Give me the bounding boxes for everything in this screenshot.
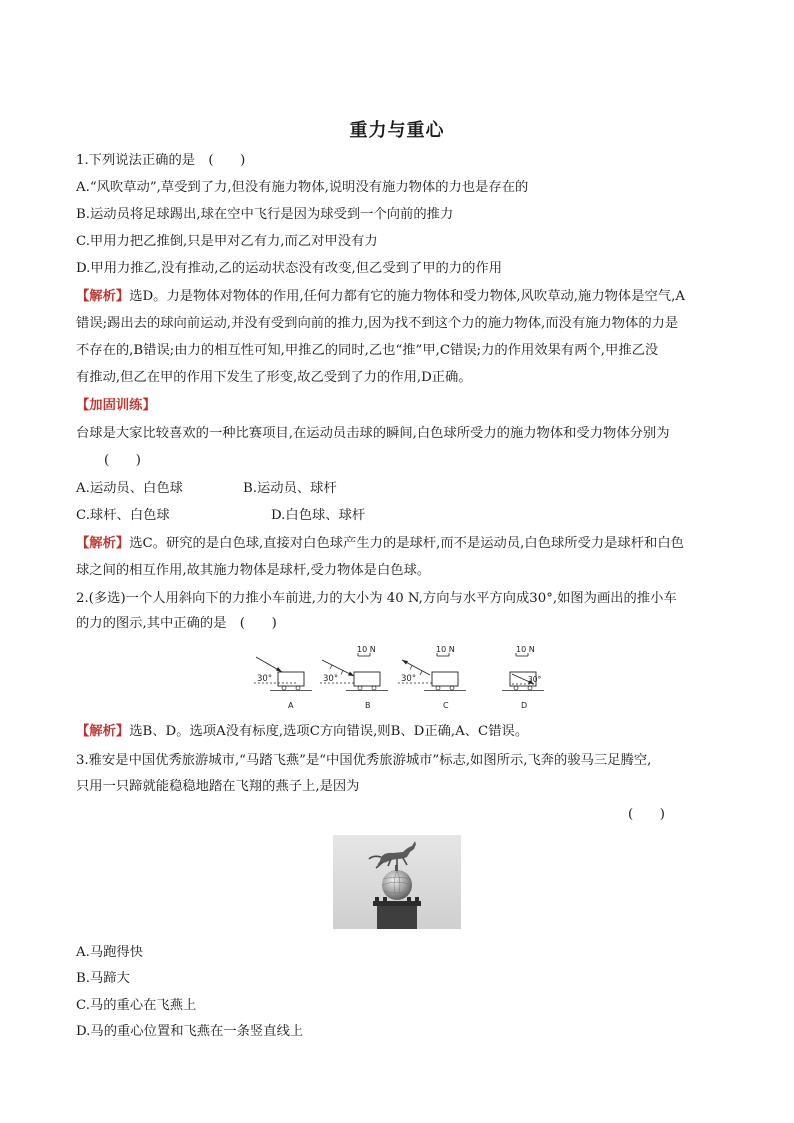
q1-option-d: D.甲用力推乙,没有推动,乙的运动状态没有改变,但乙受到了甲的力的作用 — [76, 261, 502, 276]
panel-c-angle-label: 30° — [401, 674, 417, 684]
practice-answer-paren: ( ) — [104, 453, 141, 468]
q3-option-c: C.马的重心在飞燕上 — [76, 998, 197, 1013]
analysis-tag: 【解析】 — [76, 536, 130, 551]
q1-analysis-line-1: 【解析】选D。力是物体对物体的作用,任何力都有它的施力物体和受力物体,风吹草动,施力物体是空气,A — [76, 289, 685, 304]
practice-tag: 【加固训练】 — [76, 398, 156, 413]
q2-stem-line-2: 的力的图示,其中正确的是 ( ) — [76, 616, 277, 631]
q1-option-c: C.甲用力把乙推倒,只是甲对乙有力,而乙对甲没有力 — [76, 234, 378, 249]
panel-d — [502, 645, 544, 710]
page-title: 重力与重心 — [349, 120, 445, 141]
horse-statue-photo — [333, 835, 461, 929]
panel-b — [320, 645, 388, 710]
panel-a-letter: A — [288, 701, 294, 710]
panel-b-angle-label: 30° — [323, 674, 339, 684]
practice-option-d: D.白色球、球杆 — [271, 508, 366, 523]
panel-d-letter: D — [521, 701, 528, 710]
q3-option-b: B.马蹄大 — [76, 971, 130, 986]
q3-answer-paren: ( ) — [628, 807, 665, 822]
panel-d-scale-label: 10 N — [516, 645, 535, 654]
panel-d-angle-label: 30° — [528, 675, 542, 684]
q3-option-d: D.马的重心位置和飞燕在一条竖直线上 — [76, 1024, 304, 1039]
panel-b-letter: B — [365, 701, 371, 710]
panel-a — [254, 657, 312, 710]
practice-option-b: B.运动员、球杆 — [243, 481, 337, 496]
practice-option-a: A.运动员、白色球 — [76, 481, 183, 496]
q1-analysis-line-2: 错误;踢出去的球向前运动,并没有受到向前的推力,因为找不到这个力的施力物体,而没有施力物体的力是 — [76, 316, 679, 331]
panel-c-scale-label: 10 N — [436, 645, 455, 654]
q1-stem: 1.下列说法正确的是 ( ) — [76, 153, 246, 168]
analysis-tag: 【解析】 — [76, 289, 130, 304]
q2-analysis: 【解析】选B、D。选项A没有标度,选项C方向错误,则B、D正确,A、C错误。 — [76, 724, 529, 739]
q1-option-a: A.“风吹草动”,草受到了力,但没有施力物体,说明没有施力物体的力也是存在的 — [76, 180, 529, 195]
q3-stem-line-1: 3.雅安是中国优秀旅游城市,“马踏飞燕”是“中国优秀旅游城市”标志,如图所示,飞奔的骏马三足腾空, — [76, 753, 652, 768]
panel-c-letter: C — [443, 701, 449, 710]
force-diagram-figure — [250, 640, 550, 715]
practice-option-c: C.球杆、白色球 — [76, 508, 170, 523]
q2-stem-line-1: 2.(多选)一个人用斜向下的力推小车前进,力的大小为 40 N,方向与水平方向成30°,如图为画出的推小车 — [76, 591, 677, 606]
panel-b-scale-label: 10 N — [357, 645, 376, 654]
q3-option-a: A.马跑得快 — [76, 945, 144, 960]
practice-analysis-line-2: 球之间的相互作用,故其施力物体是球杆,受力物体是白色球。 — [76, 563, 431, 578]
analysis-tag: 【解析】 — [76, 724, 130, 739]
q1-analysis-line-3: 不存在的,B错误;由力的相互性可知,甲推乙的同时,乙也“推”甲,C错误;力的作用效果有两个,甲推乙没 — [76, 343, 659, 358]
q1-option-b: B.运动员将足球踢出,球在空中飞行是因为球受到一个向前的推力 — [76, 207, 454, 222]
panel-a-angle-label: 30° — [257, 674, 273, 684]
panel-c — [398, 645, 466, 710]
q1-analysis-line-4: 有推动,但乙在甲的作用下发生了形变,故乙受到了力的作用,D正确。 — [76, 370, 472, 385]
q3-stem-line-2: 只用一只蹄就能稳稳地踏在飞翔的燕子上,是因为 — [76, 779, 360, 794]
practice-analysis-line-1: 【解析】选C。研究的是白色球,直接对白色球产生力的是球杆,而不是运动员,白色球所受力是球杆和白色 — [76, 536, 684, 551]
practice-stem: 台球是大家比较喜欢的一种比赛项目,在运动员击球的瞬间,白色球所受力的施力物体和受力物体分别为 — [76, 426, 670, 441]
